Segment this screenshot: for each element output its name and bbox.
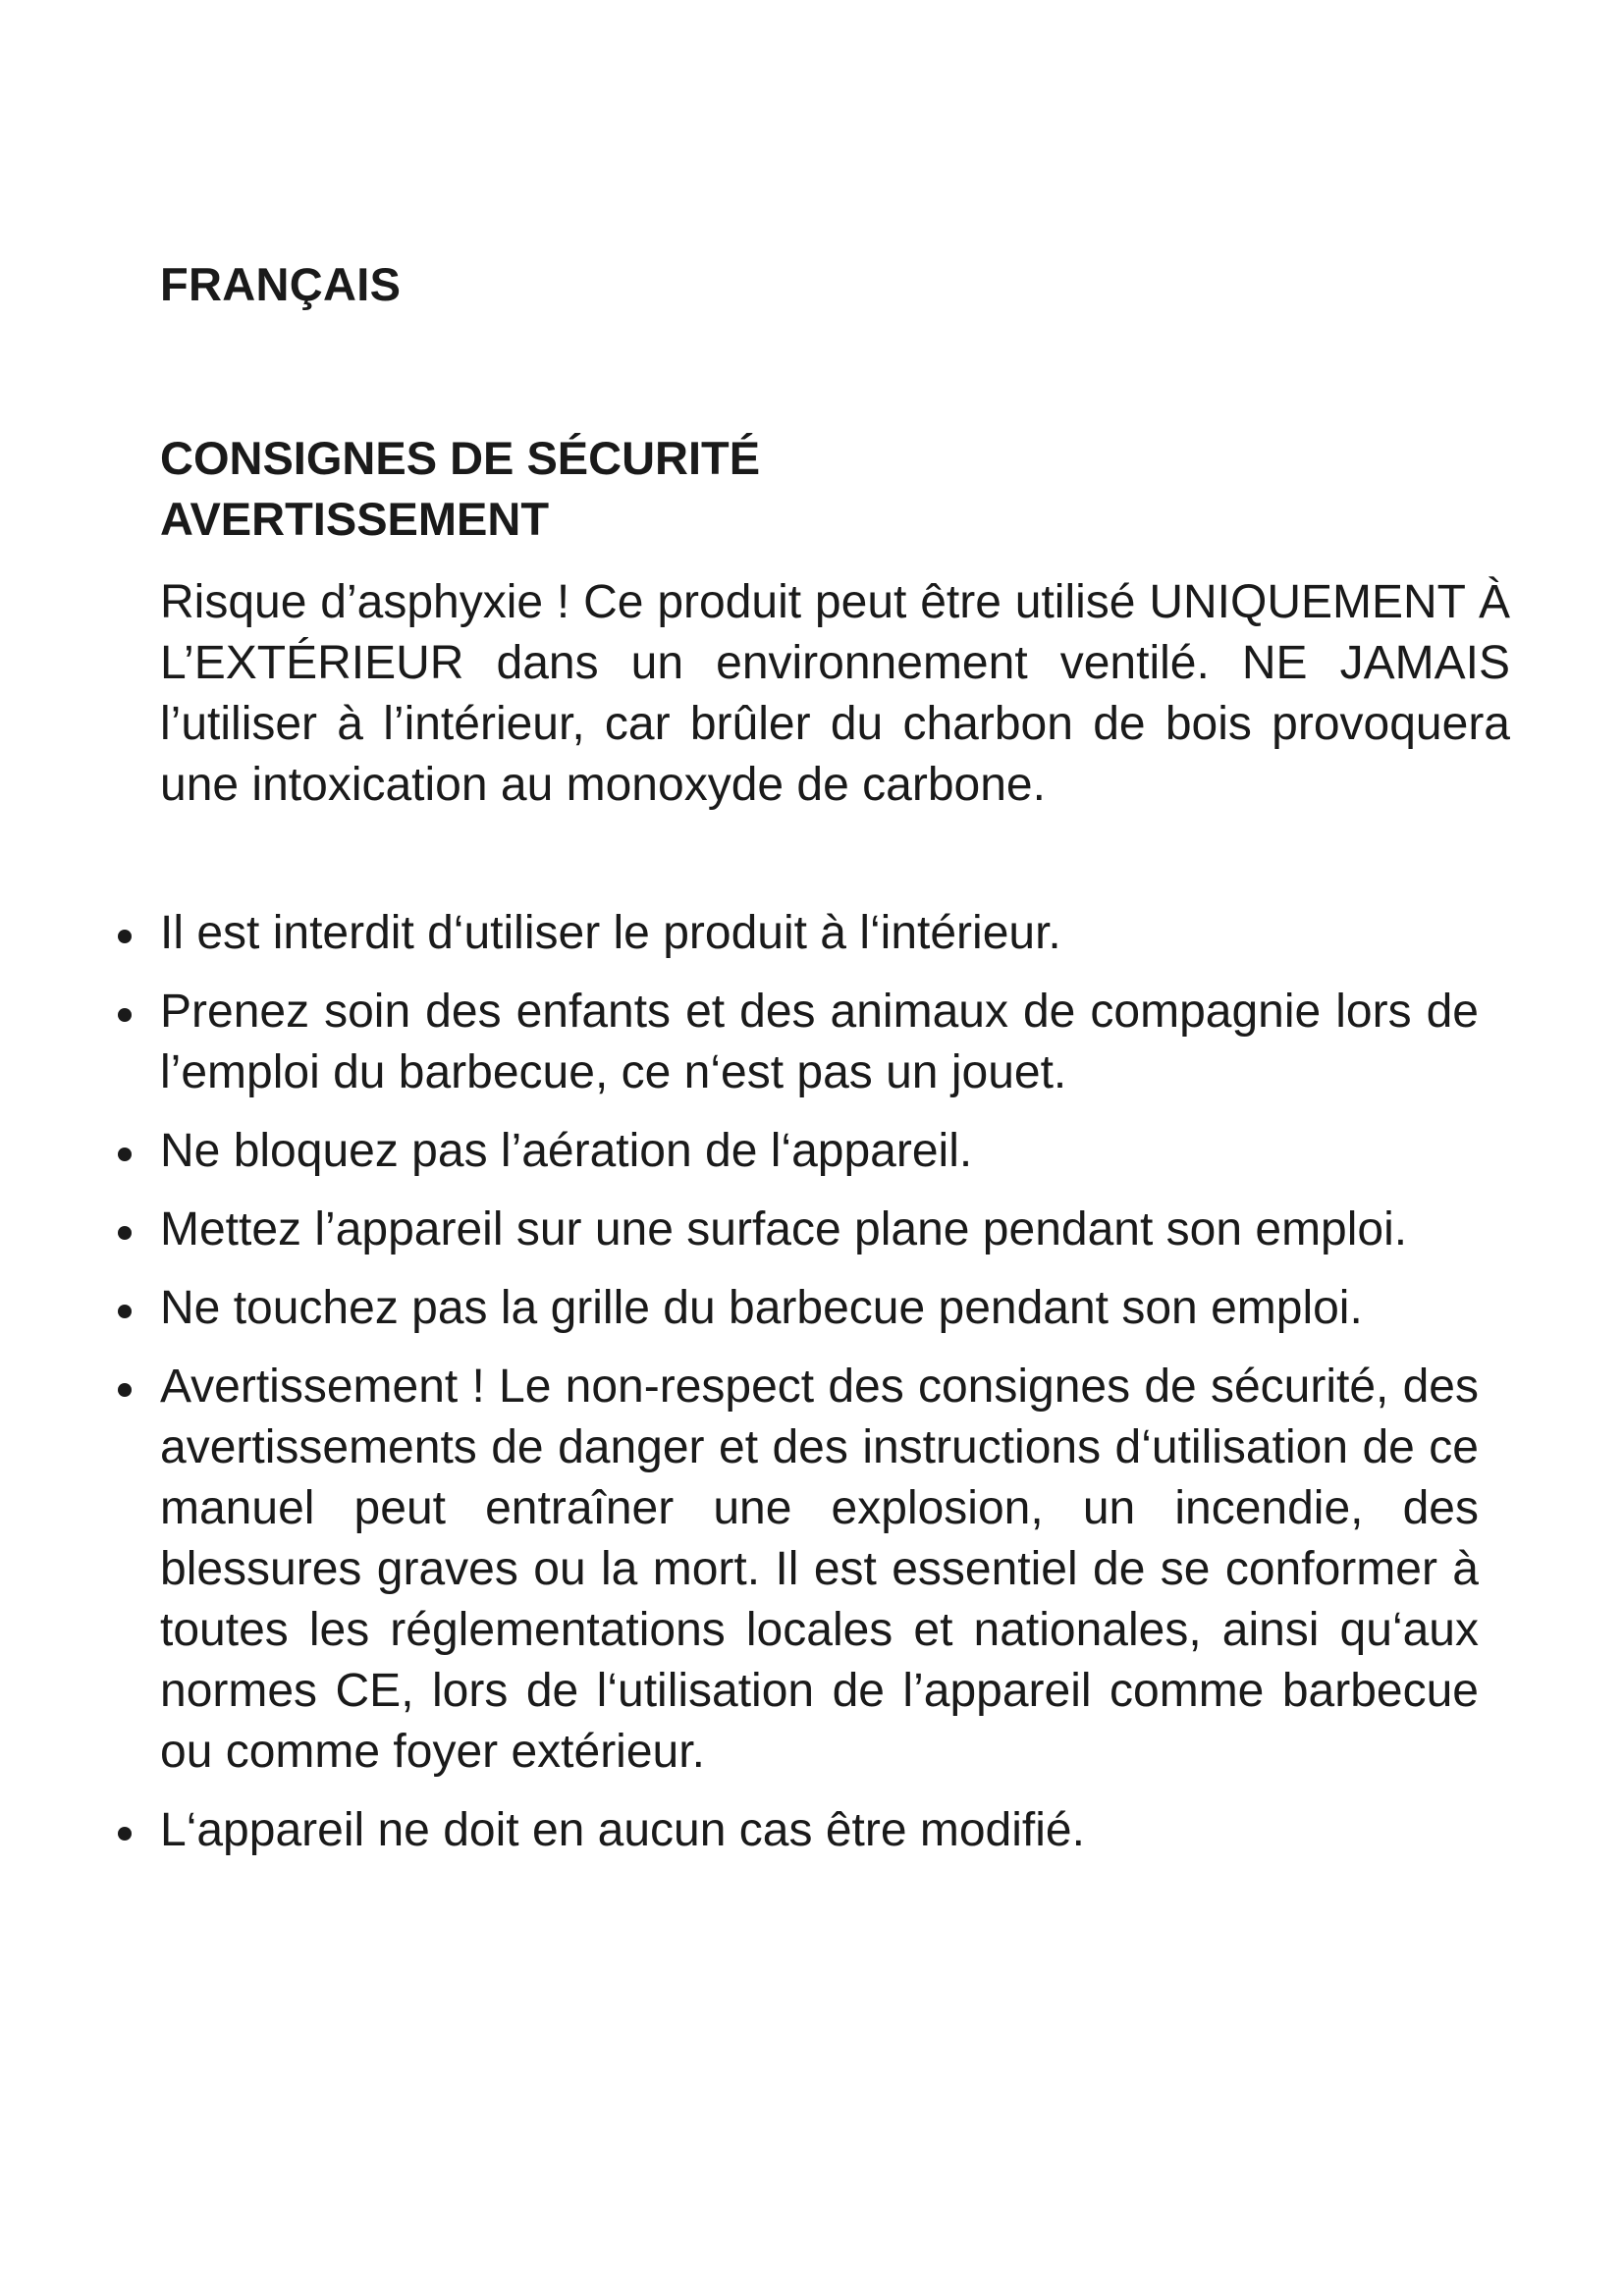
bullet-icon — [118, 1008, 132, 1022]
safety-section-title — [160, 428, 760, 550]
language-heading: FRANÇAIS — [160, 258, 402, 310]
bullet-text: L‘appareil ne doit en aucun cas être modifié. — [160, 1804, 1085, 1856]
bullet-item-children-pets — [0, 982, 1479, 1103]
bullet-icon — [118, 1305, 132, 1318]
bullet-text: Mettez l’appareil sur une surface plane pendant son emploi. — [160, 1203, 1408, 1255]
bullet-item-flat-surface — [0, 1200, 1479, 1260]
bullet-icon — [118, 1383, 132, 1397]
bullet-item-grill-touch — [0, 1278, 1479, 1339]
bullet-item-no-modification — [0, 1800, 1479, 1861]
bullet-text: Il est interdit d‘utiliser le produit à l‘intérieur. — [160, 907, 1061, 959]
safety-bullet-list — [0, 903, 1624, 1879]
bullet-icon — [118, 930, 132, 943]
safety-title-line: CONSIGNES DE SÉCURITÉ — [160, 432, 761, 484]
bullet-icon — [118, 1226, 132, 1240]
warning-title-line: AVERTISSEMENT — [160, 493, 550, 545]
bullet-text: Ne bloquez pas l’aération de l‘appareil. — [160, 1125, 973, 1177]
bullet-item-indoor-ban — [0, 903, 1479, 964]
asphyxia-warning-paragraph: Risque d’asphyxie ! Ce produit peut être utilisé UNIQUEMENT À L’EXTÉRIEUR dans un environnement ventilé. NE JAMAIS l’utiliser à l’intérieur, car brûler du charbon de bois provoquera une intoxication au monoxyde de carbone. — [160, 576, 1510, 811]
bullet-text: Avertissement ! Le non-respect des consignes de sécurité, des avertissements de danger et des instructions d‘utilisation de ce manuel peut entraîner une explosion, un incendie, des blessures graves ou la mort. Il est essentiel de se conformer à toutes les réglementations locales et nationales, ainsi qu‘aux normes CE, lors de l‘utilisation de l’appareil comme barbecue ou comme foyer extérieur. — [160, 1361, 1479, 1778]
bullet-icon — [118, 1148, 132, 1161]
bullet-text: Ne touchez pas la grille du barbecue pendant son emploi. — [160, 1282, 1363, 1334]
bullet-icon — [118, 1827, 132, 1841]
bullet-item-general-warning — [0, 1357, 1479, 1783]
bullet-text: Prenez soin des enfants et des animaux de compagnie lors de l’emploi du barbecue, ce n‘est pas un jouet. — [160, 986, 1479, 1098]
bullet-item-ventilation — [0, 1121, 1479, 1182]
